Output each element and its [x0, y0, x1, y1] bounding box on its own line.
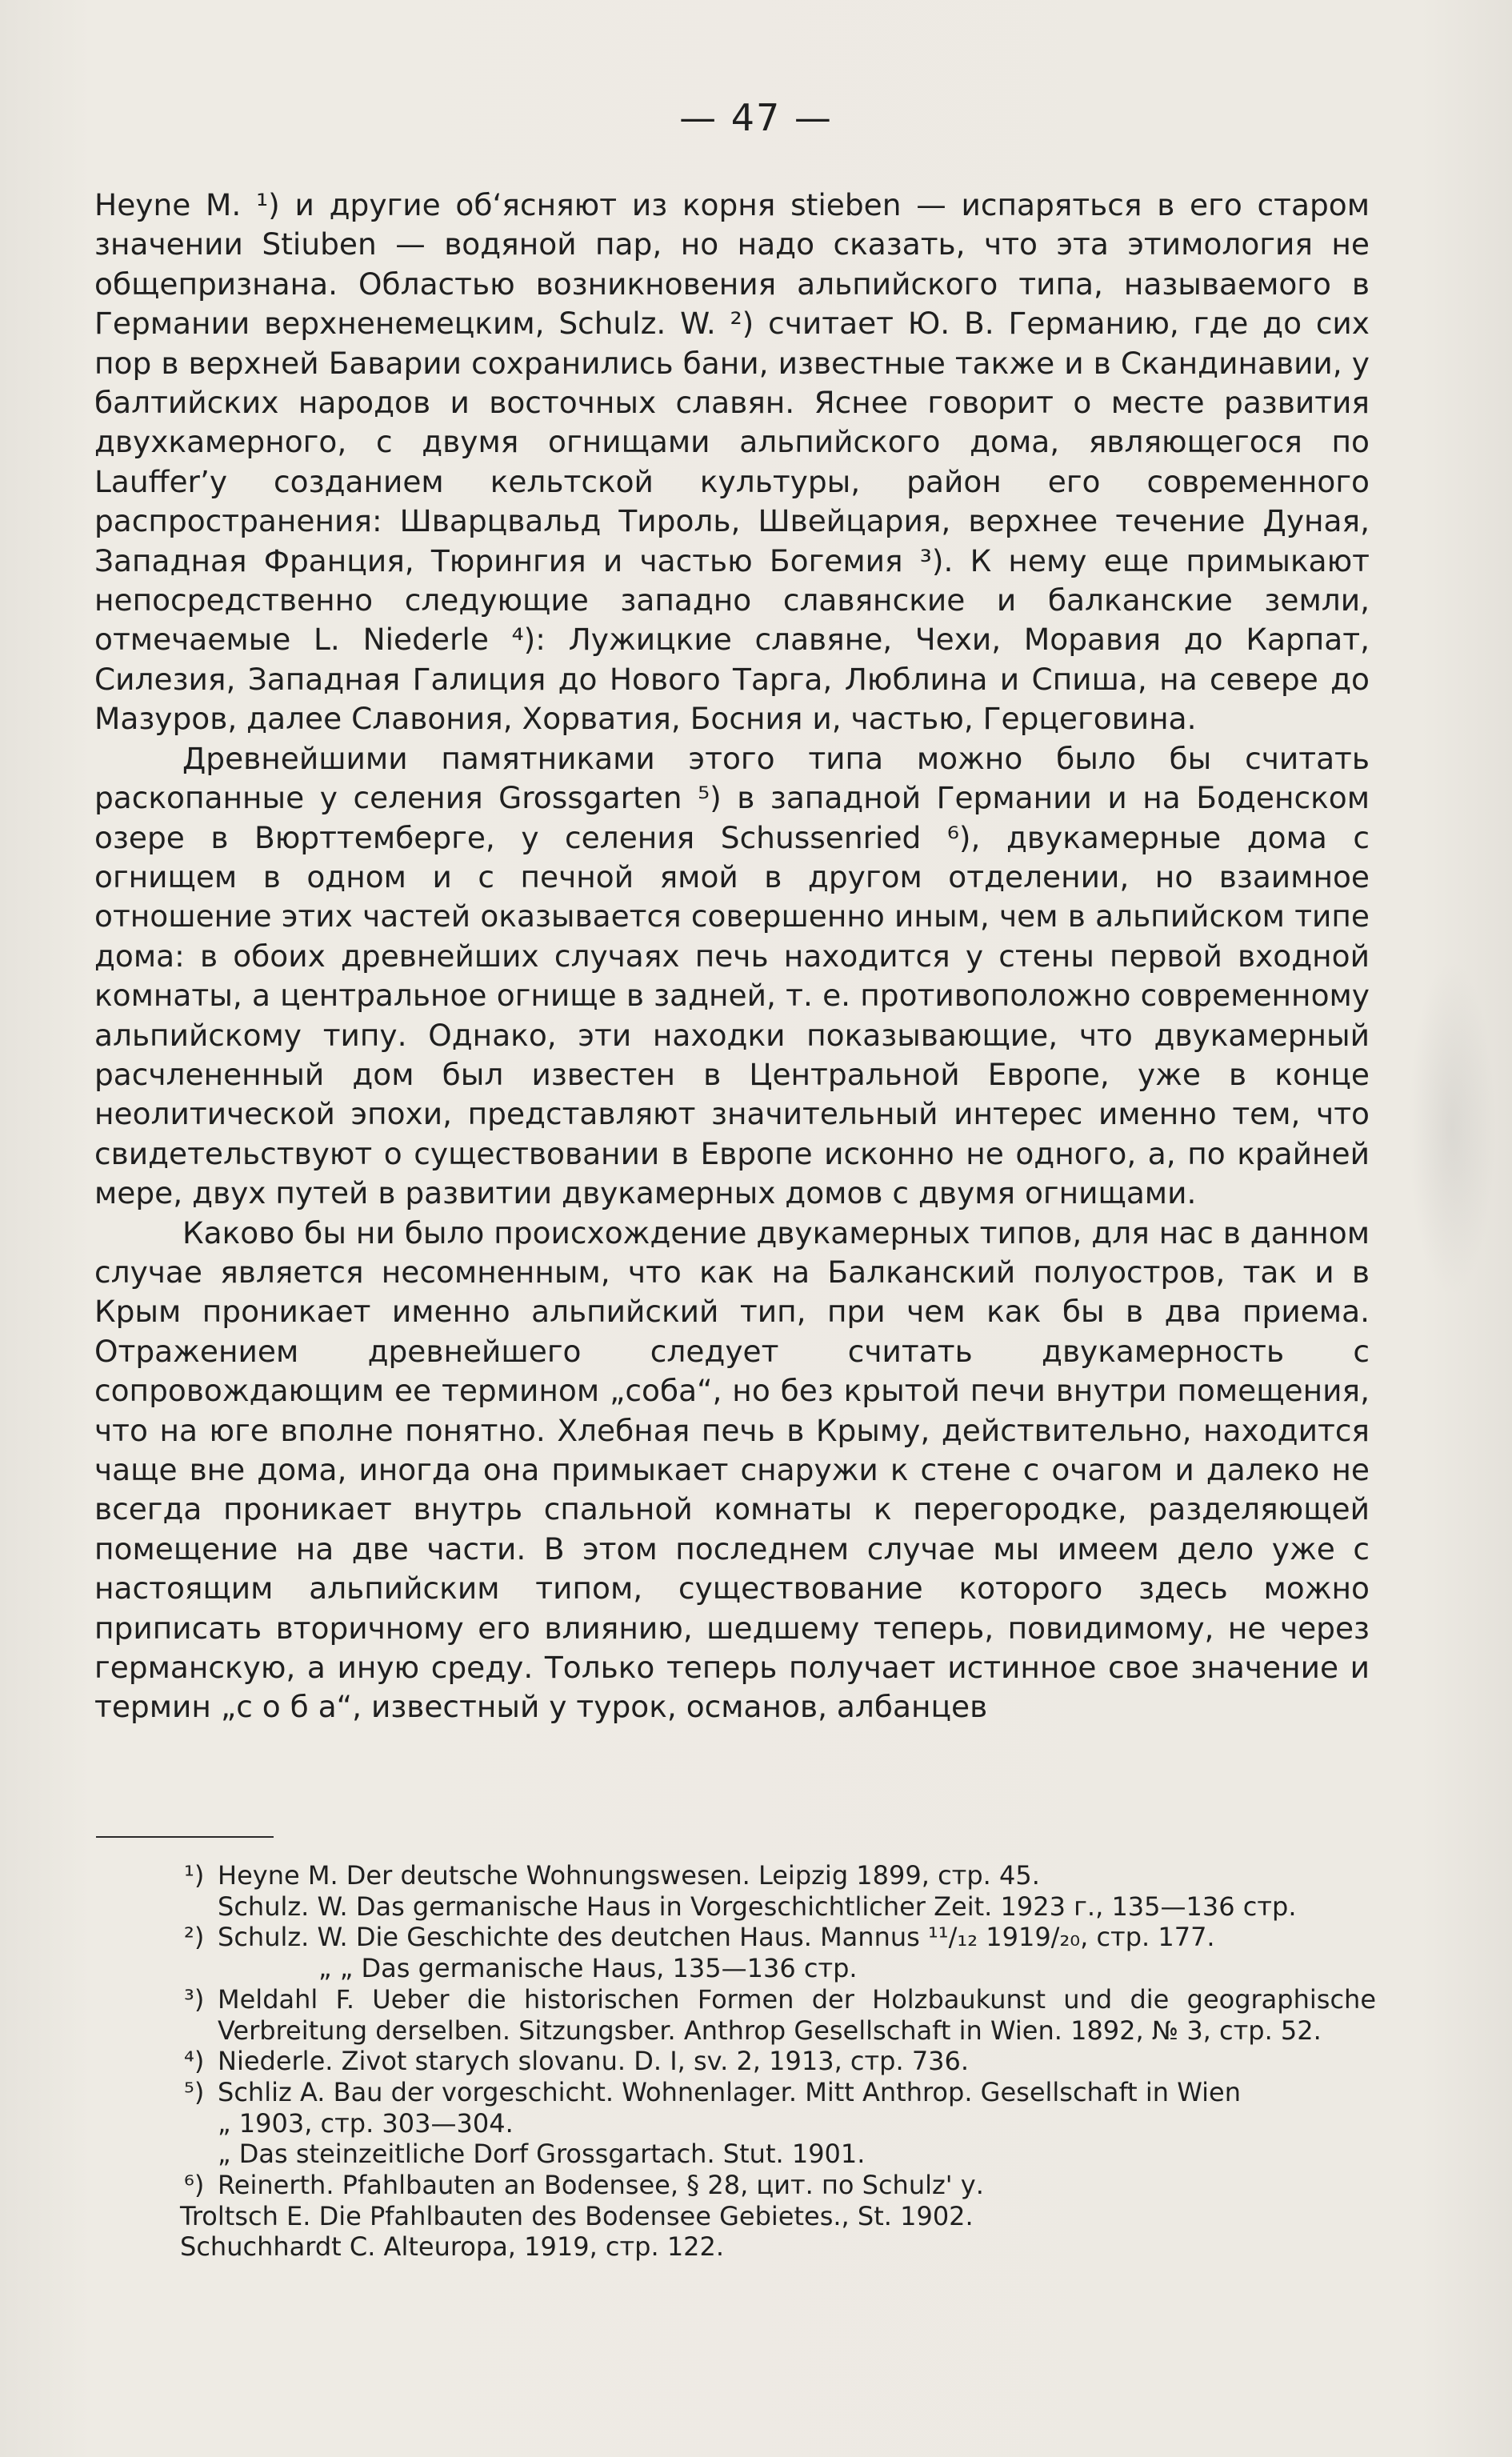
page-number: — 47 —: [679, 96, 833, 139]
footnote-2: [184, 1922, 1376, 1953]
footnote-1: [184, 1860, 1376, 1891]
footnote-5-continuation: „ Das steinzeitliche Dorf Grossgartach. Stut. 1901.: [218, 2139, 866, 2170]
footnote-text: Schliz A. Bau der vorgeschicht. Wohnenlager. Mitt Anthrop. Gesellschaft in Wien: [218, 2076, 1241, 2107]
footnote-mark: ⁶): [184, 2170, 205, 2201]
footnote-1-continuation: Schulz. W. Das germanische Haus in Vorgeschichtlicher Zeit. 1923 г., 135—136 стр.: [218, 1891, 1297, 1922]
footnote-5-continuation: „ 1903, стр. 303—304.: [218, 2107, 514, 2139]
footnote-mark: ²): [184, 1922, 205, 1953]
footnote-text: Meldahl F. Ueber die historischen Formen der Holzbaukunst und die geographische Verbreitung derselben. Sitzungsber. Anthrop Gesellschaft in Wien. 1892, № 3, стр. 52.: [218, 1983, 1376, 2046]
footnote-2-ditto: „ „ Das germanische Haus, 135—136 стр.: [318, 1953, 858, 1984]
footnote-mark: ⁵): [184, 2076, 205, 2107]
footnote-separator: [96, 1836, 274, 1838]
bleed-through-shadow: [1408, 960, 1496, 1296]
footnote-mark: ³): [184, 1983, 205, 2015]
paragraph-1: Heyne M. ¹) и другие об‘ясняют из корня stieben — испаряться в его старом значении Stiuben — водяной пар, но надо сказать, что эта этимология не общепризнана. Областью возникновения альпийского типа, называемого в Германии верхненемецким, Schulz. W. ²) считает Ю. В. Германию, где до сих пор в верхней Баварии сохранились бани, известные также и в Скандинавии, у балтийских народов и восточных славян. Яснее говорит о месте развития двухкамерного, с двумя огнищами альпийского дома, являющегося по Lauffer’у созданием кельтской культуры, район его современного распространения: Шварцвальд Тироль, Швейцария, верхнее течение Дуная, Западная Франция, Тюрингия и частью Богемия ³). К нему еще примыкают непосредственно следующие западно славянские и балканские земли, отмечаемые L. Niederle ⁴): Лужицкие славяне, Чехи, Моравия до Карпат, Силезия, Западная Галиция до Нового Тарга, Люблина и Спиша, на севере до Мазуров, далее Славония, Хорватия, Босния и, частью, Герцеговина.: [94, 187, 1370, 737]
footnote-text: Niederle. Zivot starych slovanu. D. I, sv. 2, 1913, стр. 736.: [218, 2046, 970, 2077]
paragraph-3: Каково бы ни было происхождение двукамерных типов, для нас в данном случае является несомненным, что как на Балканский полуостров, так и в Крым проникает именно альпийский тип, при чем как бы в два приема. Отражением древнейшего следует считать двукамерность с сопровождающим ее термином „соба“, но без крытой печи внутри помещения, что на юге вполне понятно. Хлебная печь в Крыму, действительно, находится чаще вне дома, иногда она примыкает снаружи к стене с очагом и далеко не всегда проникает внутрь спальной комнаты к перегородке, разделяющей помещение на две части. В этом последнем случае мы имеем дело уже с настоящим альпийским типом, существование которого здесь можно приписать вторичному его влиянию, шедшему теперь, повидимому, не через германскую, а иную среду. Только теперь получает истинное свое значение и термин „с о б а“, известный у турок, османов, албанцев: [94, 1214, 1370, 1725]
paragraph-2: Древнейшими памятниками этого типа можно было бы считать раскопанные у селения Grossgarten ⁵) в западной Германии и на Боденском озере в Вюрттемберге, у селения Schussenried ⁶), двукамерные дома с огнищем в одном и с печной ямой в другом отделении, но взаимное отношение этих частей оказывается совершенно иным, чем в альпийском типе дома: в обоих древнейших случаях печь находится у стены первой входной комнаты, а центральное огнище в задней, т. е. противоположно современному альпийскому типу. Однако, эти находки показывающие, что двукамерный расчлененный дом был известен в Центральной Европе, уже в конце неолитической эпохи, представляют значительный интерес именно тем, что свидетельствуют о существовании в Европе исконно не одного, а, по крайней мере, двух путей в развитии двукамерных домов с двумя огнищами.: [94, 740, 1370, 1211]
footnote-3: [184, 1984, 1376, 2046]
main-text: [94, 186, 1370, 1727]
footnote-text: Heyne M. Der deutsche Wohnungswesen. Leipzig 1899, стр. 45.: [218, 1860, 1040, 1891]
footnote-6-continuation: Schuchhardt C. Alteuropa, 1919, стр. 122.: [180, 2231, 725, 2263]
footnote-5: [184, 2077, 1376, 2108]
footnote-mark: ¹): [184, 1860, 205, 1891]
footnote-mark: ⁴): [184, 2046, 205, 2077]
footnote-6-continuation: Troltsch E. Die Pfahlbauten des Bodensee Gebietes., St. 1902.: [180, 2200, 974, 2231]
footnote-text: Schulz. W. Die Geschichte des deutchen Haus. Mannus ¹¹/₁₂ 1919/₂₀, стр. 177.: [218, 1922, 1215, 1953]
footnote-text: Reinerth. Pfahlbauten an Bodensee, § 28, цит. по Schulz' у.: [218, 2170, 984, 2201]
footnote-6: [184, 2170, 1376, 2201]
footnotes: [180, 1860, 1376, 2263]
footnote-4: [184, 2046, 1376, 2077]
